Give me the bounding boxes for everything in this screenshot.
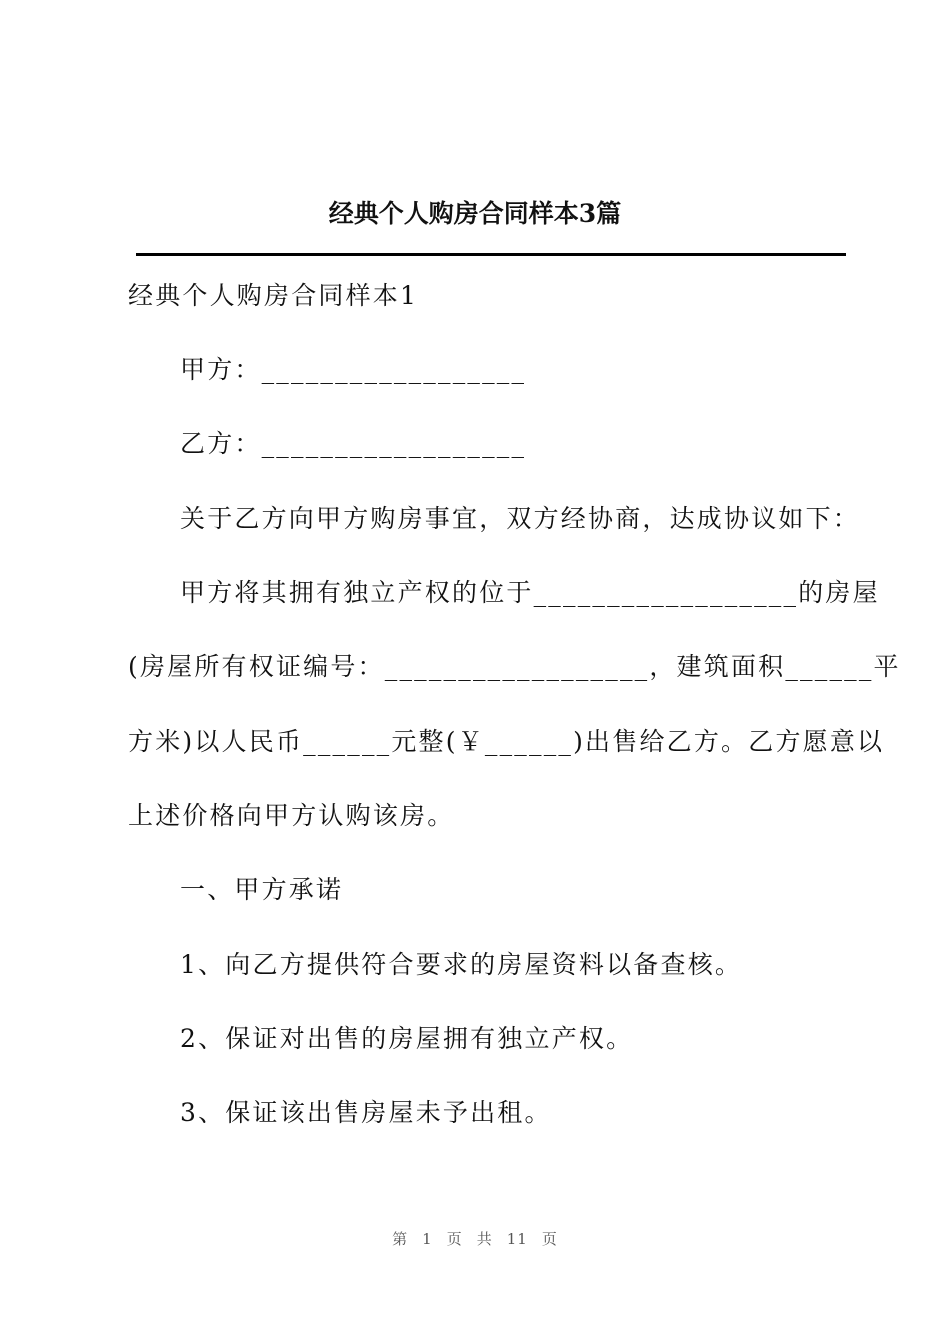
page-footer <box>0 1228 950 1250</box>
document-title: 经典个人购房合同样本3篇 <box>328 199 622 228</box>
footer-total-word: 共 <box>476 1230 493 1248</box>
title-divider <box>136 253 846 256</box>
party-b-line: 乙方：__________________ <box>180 429 527 458</box>
section-title: 经典个人购房合同样本1 <box>128 281 419 310</box>
intro-paragraph: 关于乙方向甲方购房事宜，双方经协商，达成协议如下： <box>180 504 861 533</box>
property-paragraph-line-3: 方米)以人民币______元整(￥______)出售给乙方。乙方愿意以 <box>128 727 885 756</box>
footer-page-word: 第 <box>392 1230 409 1248</box>
clause-heading: 一、甲方承诺 <box>180 875 344 904</box>
property-paragraph-line-4: 上述价格向甲方认购该房。 <box>128 801 455 830</box>
footer-total-unit: 页 <box>541 1230 558 1248</box>
footer-total-pages: 11 <box>506 1230 528 1248</box>
property-paragraph-line-2: (房屋所有权证编号：__________________，建筑面积______平 <box>128 652 901 681</box>
footer-page-number: 1 <box>422 1230 433 1248</box>
property-paragraph-line-1: 甲方将其拥有独立产权的位于__________________的房屋 <box>180 578 880 607</box>
clause-item: 2、保证对出售的房屋拥有独立产权。 <box>180 1024 634 1053</box>
footer-page-unit: 页 <box>446 1230 463 1248</box>
clause-item: 3、保证该出售房屋未予出租。 <box>180 1098 552 1127</box>
party-a-line: 甲方：__________________ <box>180 355 527 384</box>
clause-item: 1、向乙方提供符合要求的房屋资料以备查核。 <box>180 950 743 979</box>
